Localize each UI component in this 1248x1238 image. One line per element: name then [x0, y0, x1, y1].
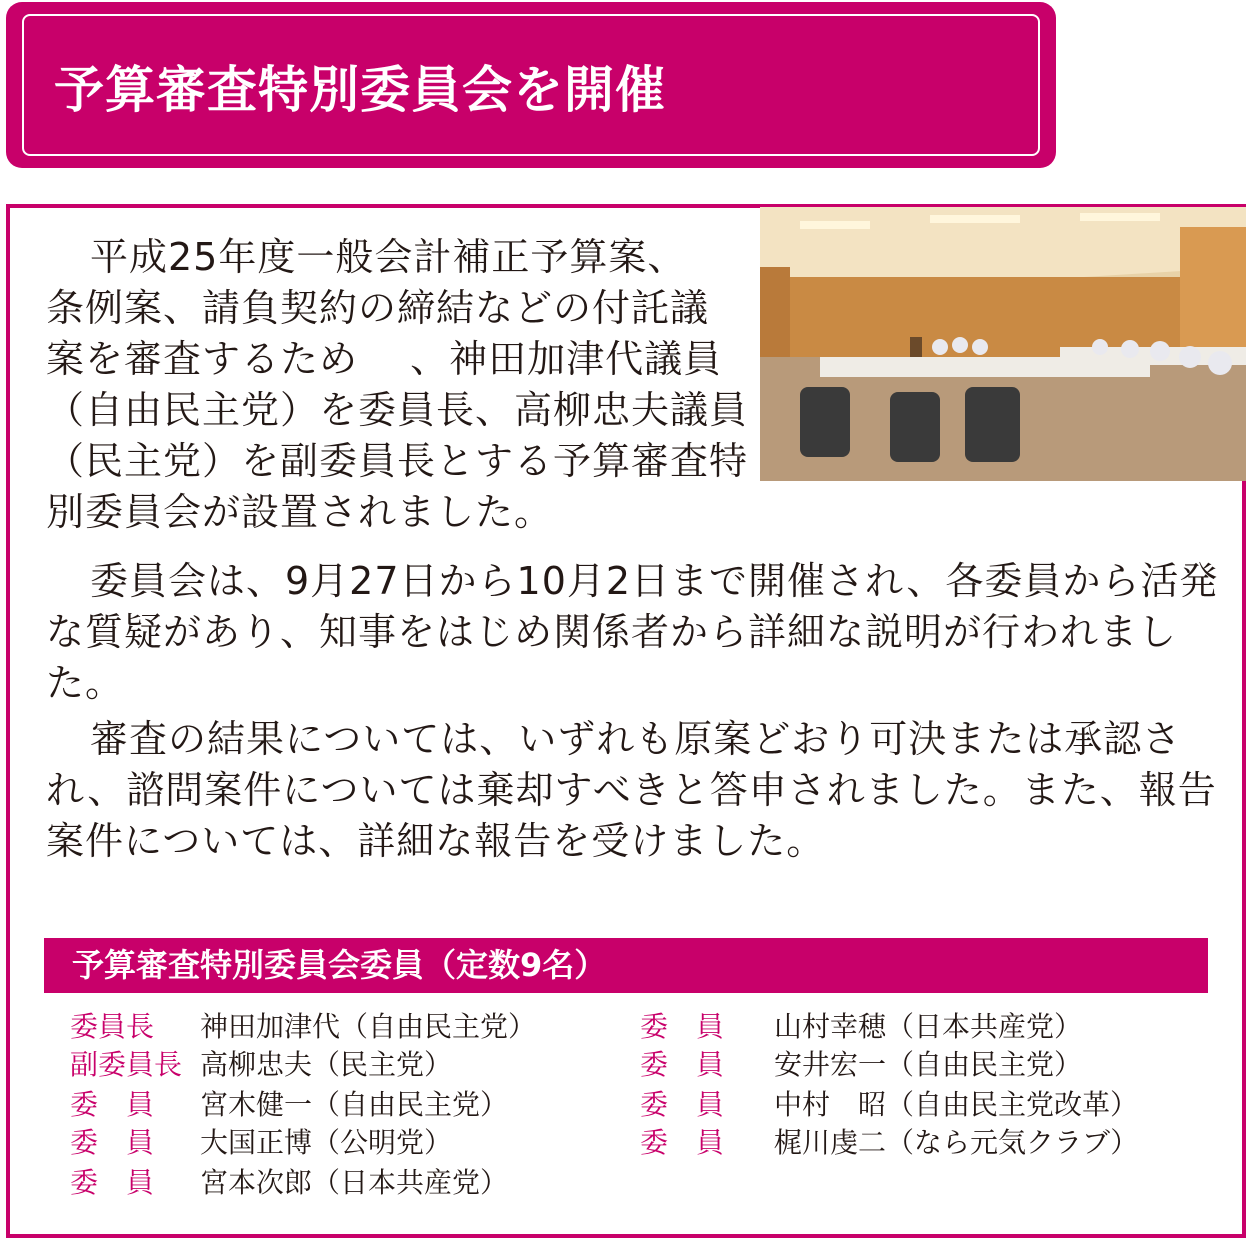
member-role: 委 員 — [640, 1010, 725, 1043]
title-banner — [6, 2, 1056, 168]
paragraph-1-line-5: （民主党）を副委員長とする予算審査特 — [46, 439, 749, 483]
paragraph-2-line-2: な質疑があり、知事をはじめ関係者から詳細な説明が行われまし — [46, 610, 1178, 654]
member-role: 副委員長 — [70, 1048, 183, 1081]
paragraph-1-line-1: 平成25年度一般会計補正予算案、 — [90, 235, 687, 279]
member-name: 神田加津代（自由民主党） — [200, 1010, 537, 1043]
paragraph-1-line-3: 案を審査するため 、神田加津代議員 — [46, 337, 723, 381]
member-right-2 — [640, 1048, 1082, 1082]
member-role: 委 員 — [640, 1048, 725, 1081]
paragraph-2-line-1: 委員会は、9月27日から10月2日まで開催され、各委員から活発 — [90, 559, 1219, 603]
member-name: 宮木健一（自由民主党） — [200, 1088, 509, 1121]
member-name: 山村幸穂（日本共産党） — [774, 1010, 1083, 1043]
member-left-2 — [70, 1048, 452, 1082]
paragraph-1-line-6: 別委員会が設置されました。 — [46, 490, 554, 534]
member-name: 大国正博（公明党） — [200, 1126, 453, 1159]
paragraph-3-line-3: 案件については、詳細な報告を受けました。 — [46, 819, 826, 863]
paragraph-1-line-2: 条例案、請負契約の締結などの付託議 — [46, 286, 710, 330]
paragraph-3-line-1: 審査の結果については、いずれも原案どおり可決または承認さ — [90, 717, 1182, 761]
member-name: 中村 昭（自由民主党改革） — [774, 1088, 1139, 1121]
paragraph-1 — [46, 232, 1216, 538]
paragraph-1-line-4: （自由民主党）を委員長、高柳忠夫議員 — [46, 388, 749, 432]
member-role: 委 員 — [70, 1126, 155, 1159]
member-left-1 — [70, 1010, 536, 1044]
member-role: 委 員 — [640, 1126, 725, 1159]
member-left-3 — [70, 1088, 508, 1122]
member-right-3 — [640, 1088, 1138, 1122]
member-name: 宮本次郎（日本共産党） — [200, 1166, 509, 1199]
member-left-5 — [70, 1166, 508, 1200]
member-role: 委員長 — [70, 1010, 155, 1043]
paragraph-3-line-2: れ、諮問案件については棄却すべきと答申されました。また、報告 — [46, 768, 1217, 812]
member-name: 梶川虔二（なら元気クラブ） — [774, 1126, 1139, 1159]
paragraph-2-line-3: た。 — [46, 661, 125, 705]
member-name: 安井宏一（自由民主党） — [774, 1048, 1083, 1081]
members-header: 予算審査特別委員会委員（定数9名） — [44, 938, 1208, 993]
member-role: 委 員 — [70, 1166, 155, 1199]
page-title: 予算審査特別委員会を開催 — [54, 61, 666, 119]
member-role: 委 員 — [640, 1088, 725, 1121]
member-name: 高柳忠夫（民主党） — [200, 1048, 453, 1081]
paragraph-2 — [46, 556, 1219, 709]
member-right-4 — [640, 1126, 1138, 1160]
member-role: 委 員 — [70, 1088, 155, 1121]
paragraph-3 — [46, 714, 1216, 867]
member-right-1 — [640, 1010, 1082, 1044]
member-left-4 — [70, 1126, 452, 1160]
